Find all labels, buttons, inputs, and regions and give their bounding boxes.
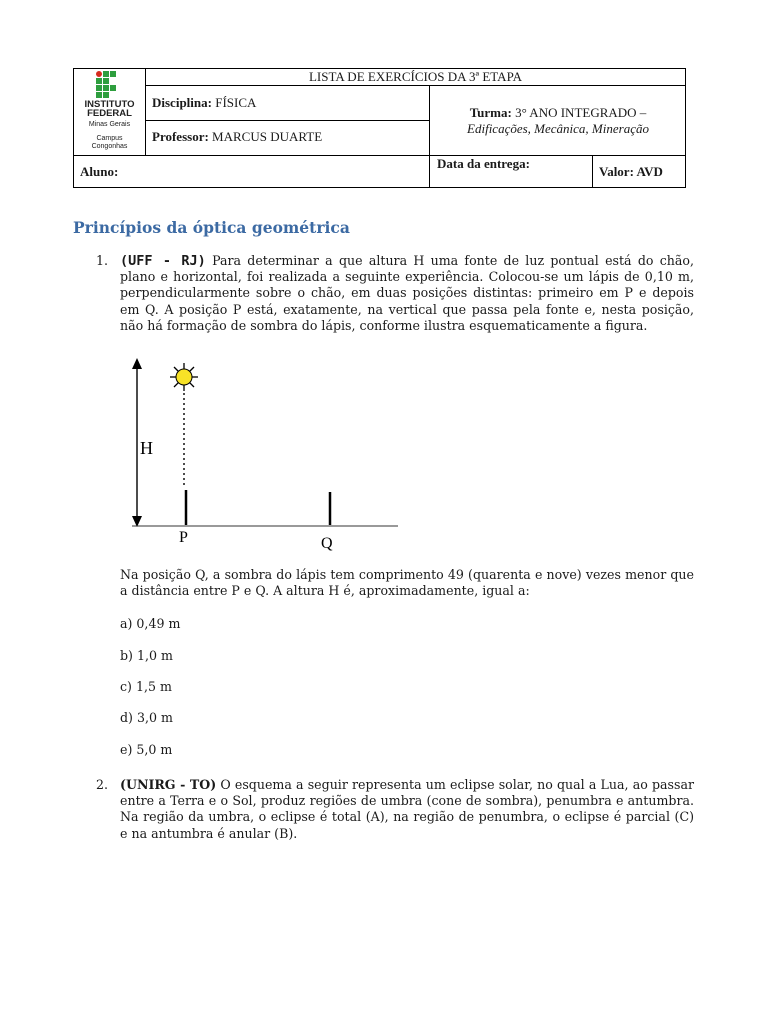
disciplina-field: Disciplina: FÍSICA [152, 95, 257, 110]
arrow-head-down [132, 516, 142, 527]
light-source-figure [120, 355, 410, 555]
list-title: LISTA DE EXERCÍCIOS DA 3ª ETAPA [308, 69, 522, 84]
divider [145, 85, 686, 86]
question-2 [96, 777, 694, 842]
divider [592, 155, 593, 187]
valor-field: Valor: AVD [599, 164, 663, 179]
question-text: Para determinar a que altura H uma fonte de luz pontual está do chão, plano e horizontal, foi realizada a seguinte experiência. Colocou-se um lápis de 0,10 m, perpendicularmente sobre o chão, em duas posições distintas: primeiro em P e depois em Q. A posição P está, exatamente, na vertical que passa pela fonte e, nesta posição, não há formação de sombra do lápis, conforme ilustra esquematicamente a figura. [120, 253, 694, 333]
professor-field: Professor: MARCUS DUARTE [152, 129, 323, 144]
question-1 [96, 253, 694, 334]
section-title: Princípios da óptica geométrica [73, 218, 350, 237]
question-number: 1. [96, 253, 109, 268]
question-source: (UFF - RJ) [120, 253, 206, 269]
header-table [73, 68, 686, 188]
sun-icon [176, 369, 192, 385]
divider [145, 120, 429, 121]
turma-field: Turma: 3° ANO INTEGRADO – Edificações, Mecânica, Mineração [467, 105, 649, 136]
option-d: d) 3,0 m [120, 710, 173, 725]
logo-state: Minas Gerais [88, 121, 131, 128]
arrow-head-up [132, 358, 142, 369]
institute-logo [74, 69, 145, 155]
logo-campus: Campus Congonhas [91, 135, 128, 150]
data-entrega-field: Data da entrega: [437, 156, 530, 171]
option-e: e) 5,0 m [120, 742, 173, 757]
aluno-field: Aluno: [80, 164, 119, 179]
question-text: O esquema a seguir representa um eclipse solar, no qual a Lua, ao passar entre a Terra e o Sol, produz regiões de umbra (cone de sombra), penumbra e antumbra. Na região da umbra, o eclipse é total (A), na região de penumbra, o eclipse é parcial (C) e na antumbra é anular (B). [120, 777, 694, 841]
logo-text: INSTITUTO FEDERAL [84, 99, 135, 119]
question-number: 2. [96, 777, 109, 792]
question-statement: Na posição Q, a sombra do lápis tem comprimento 49 (quarenta e nove) vezes menor que a distância entre P e Q. A altura H é, aproximadamente, igual a: [120, 567, 694, 599]
label-q: Q [321, 535, 333, 552]
option-a: a) 0,49 m [120, 616, 181, 631]
label-h: H [140, 438, 153, 458]
option-b: b) 1,0 m [120, 648, 173, 663]
option-c: c) 1,5 m [120, 679, 172, 694]
label-p: P [179, 529, 188, 546]
divider [74, 155, 686, 156]
question-source: (UNIRG - TO) [120, 777, 217, 792]
